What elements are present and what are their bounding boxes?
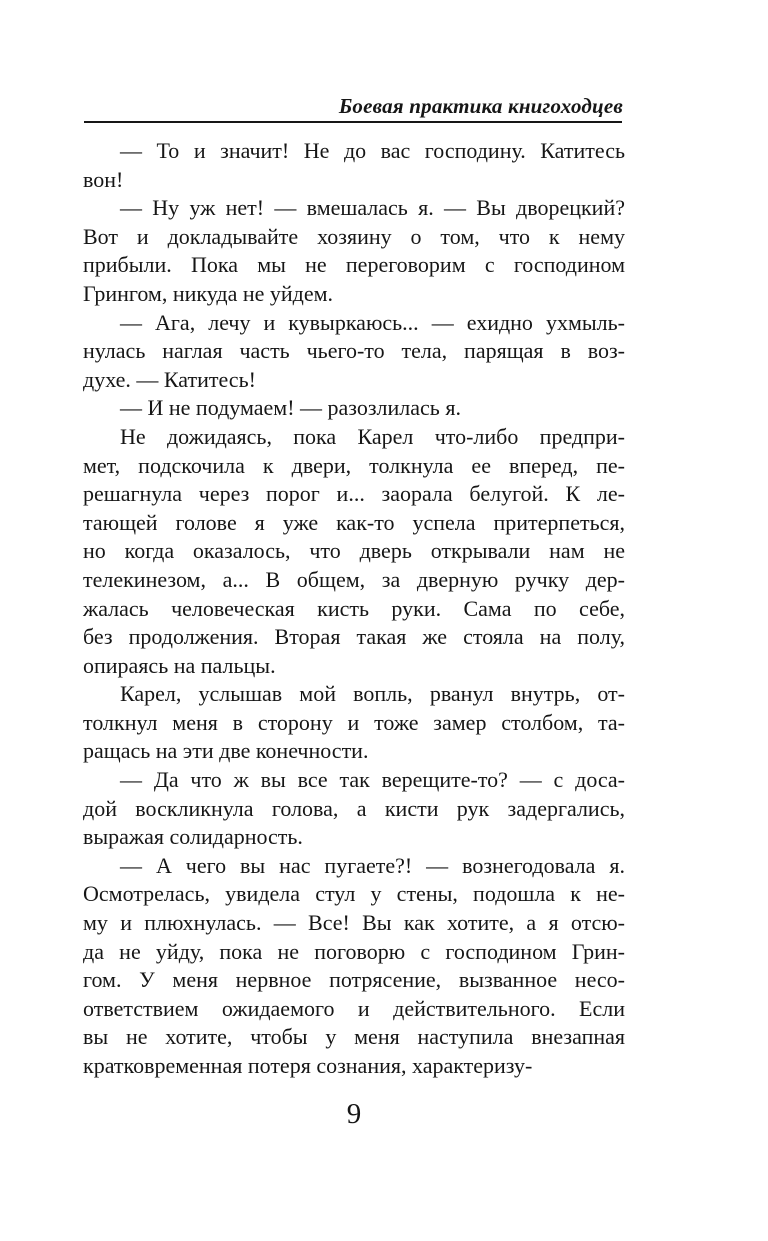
header-rule — [84, 121, 622, 123]
text-line: мет, подскочила к двери, толкнула ее вперед, пе- — [83, 452, 625, 478]
text-line: выражая солидарность. — [83, 824, 303, 850]
text-line: Грингом, никуда не уйдем. — [83, 280, 334, 306]
text-line: духе. — Катитесь! — [83, 366, 256, 392]
text-line: опираясь на пальцы. — [83, 652, 276, 678]
text-line: дой воскликнула голова, а кисти рук задергались, — [83, 795, 625, 821]
text-line: — То и значит! Не до вас господину. Катитесь — [120, 138, 625, 163]
text-line: ответствием ожидаемого и действительного. Если — [83, 995, 625, 1021]
text-line: вы не хотите, чтобы у меня наступила внезапная — [83, 1024, 625, 1050]
text-line: — Ага, лечу и кувыркаюсь... — ехидно ухмыль- — [120, 309, 625, 335]
running-head-title: Боевая практика книгоходцев — [338, 94, 623, 118]
running-head — [83, 94, 623, 119]
text-line: тающей голове я уже как-то успела притерпеться, — [83, 509, 625, 535]
text-line: — Да что ж вы все так верещите-то? — с доса- — [120, 767, 625, 793]
text-line: да не уйду, пока не поговорю с господином Грин- — [83, 938, 625, 964]
text-line: кратковременная потеря сознания, характеризу- — [83, 1053, 533, 1078]
text-line: но когда оказалось, что дверь открывали нам не — [83, 538, 625, 564]
text-line: Осмотрелась, увидела стул у стены, подошла к не- — [83, 881, 625, 907]
text-line: прибыли. Пока мы не переговорим с господином — [83, 252, 625, 278]
text-line: Не дожидаясь, пока Карел что-либо предпри- — [120, 423, 625, 449]
text-line: без продолжения. Вторая такая же стояла на полу, — [83, 624, 625, 650]
text-line: Вот и докладывайте хозяину о том, что к нему — [83, 223, 625, 249]
text-line: вон! — [83, 166, 124, 192]
body-text — [83, 137, 625, 1081]
page-number: 9 — [346, 1098, 362, 1130]
text-line: — А чего вы нас пугаете?! — вознегодовала я. — [120, 852, 625, 878]
text-line: жалась человеческая кисть руки. Сама по себе, — [83, 595, 625, 621]
text-line: нулась наглая часть чьего-то тела, парящая в воз- — [83, 338, 625, 364]
text-line: гом. У меня нервное потрясение, вызванное несо- — [83, 967, 625, 993]
text-line: — Ну уж нет! — вмешалась я. — Вы дворецкий? — [120, 195, 625, 221]
text-line: ращась на эти две конечности. — [83, 738, 369, 764]
text-line: — И не подумаем! — разозлилась я. — [120, 395, 461, 421]
text-line: решагнула через порог и... заорала белугой. К ле- — [83, 481, 625, 507]
text-line: му и плюхнулась. — Все! Вы как хотите, а я отсю- — [83, 910, 625, 936]
text-line: телекинезом, а... В общем, за дверную ручку дер- — [83, 566, 625, 592]
text-line: Карел, услышав мой вопль, рванул внутрь, от- — [120, 681, 625, 707]
text-line: толкнул меня в сторону и тоже замер столбом, та- — [83, 709, 625, 735]
